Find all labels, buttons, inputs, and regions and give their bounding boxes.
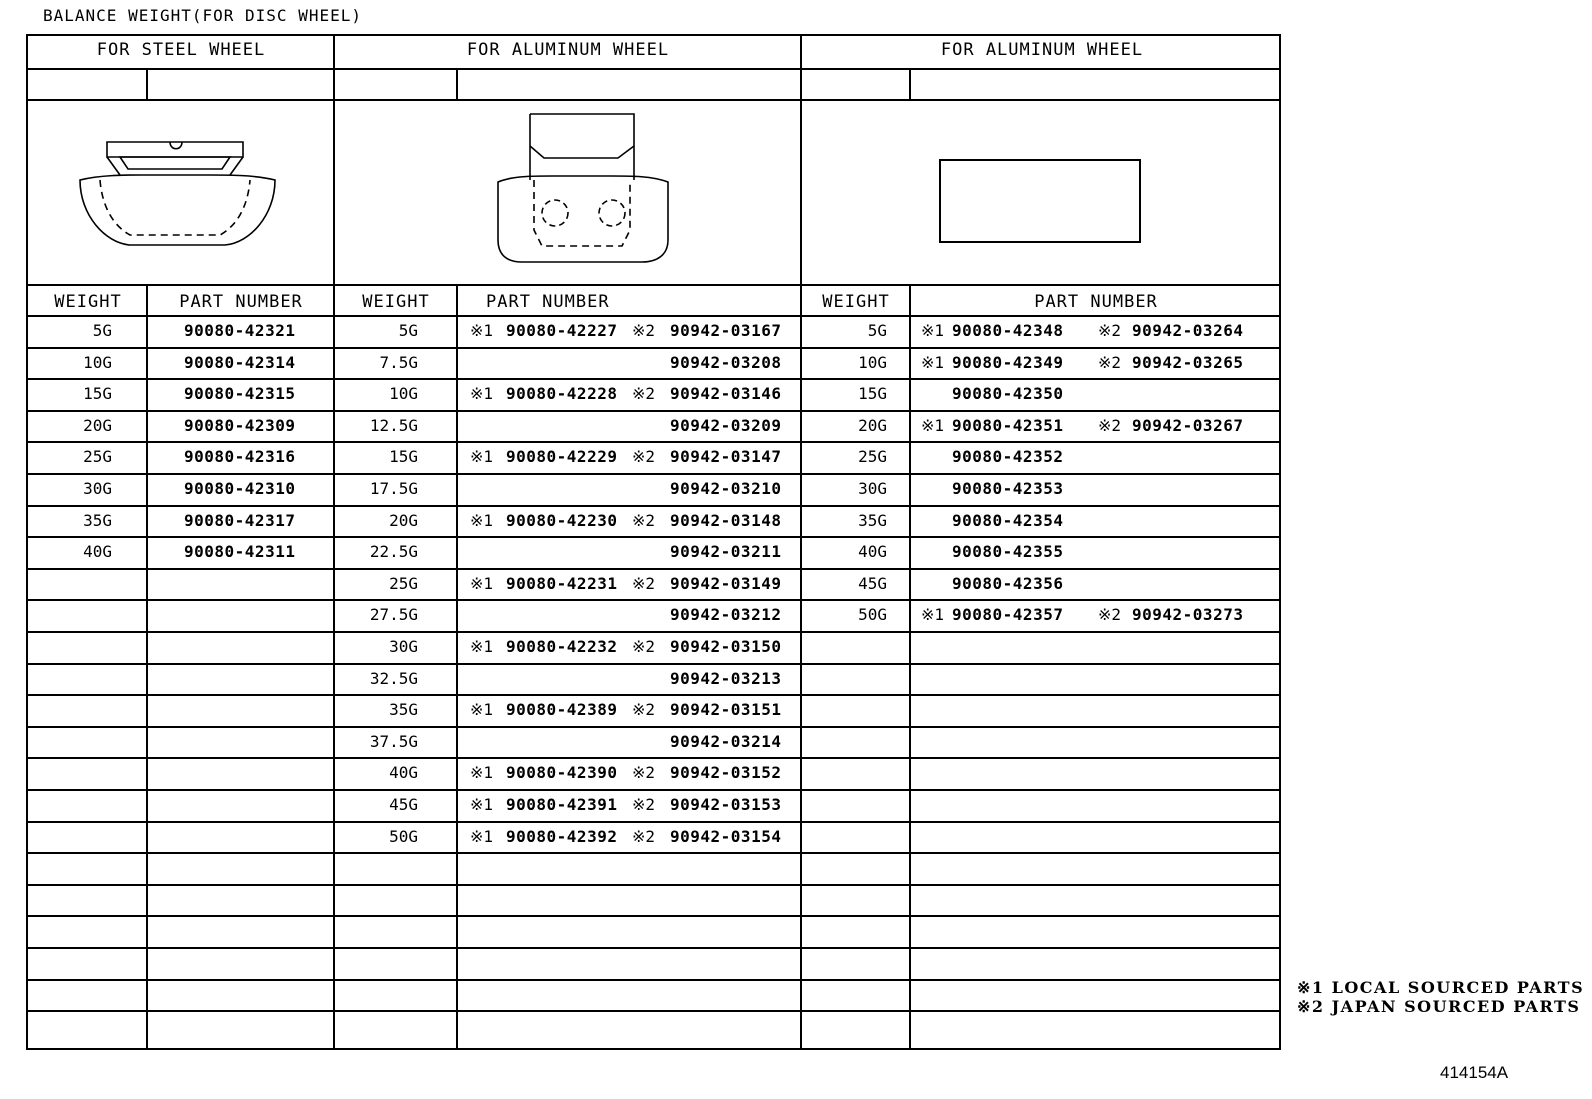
local-source-marker: ※1: [921, 605, 945, 625]
local-source-marker: ※1: [921, 352, 945, 372]
row-divider: [28, 915, 1279, 917]
local-source-marker: ※1: [470, 447, 494, 467]
row-divider: [28, 410, 1279, 412]
japan-source-marker: ※2: [632, 763, 656, 783]
column-divider: [909, 284, 911, 1048]
japan-sourced-note: ※2 JAPAN SOURCED PARTS: [1297, 997, 1581, 1016]
row-divider: [28, 99, 1279, 101]
japan-source-marker: ※2: [632, 637, 656, 656]
japan-source-marker: ※2: [1098, 321, 1122, 340]
row-divider: [28, 441, 1279, 443]
row-divider: [28, 599, 1279, 601]
alu2-weight-cell: 15G: [858, 384, 887, 404]
alu1-japan-part-number: 90942-03146: [670, 384, 782, 404]
row-divider: [28, 663, 1279, 665]
source-notes: [1297, 978, 1584, 1016]
alu2-local-part-number: 90080-42353: [952, 479, 1064, 498]
japan-source-marker: ※2: [632, 573, 656, 593]
alu1-weight-cell: 27.5G: [369, 605, 418, 625]
local-source-marker: ※1: [921, 321, 945, 340]
japan-source-marker: ※2: [632, 510, 656, 530]
alu1-local-part-number: 90080-42231: [506, 573, 618, 593]
column-divider: [146, 68, 148, 99]
steel-weight-cell: 5G: [92, 321, 112, 340]
japan-source-marker: ※2: [1098, 352, 1122, 372]
column-divider: [456, 284, 458, 1048]
japan-source-marker: ※2: [632, 447, 656, 467]
drawing-code: 414154A: [1440, 1063, 1509, 1082]
alu2-weight-cell: 5G: [867, 321, 887, 340]
alu1-japan-part-number: 90942-03151: [670, 700, 782, 720]
row-divider: [28, 284, 1279, 286]
alu1-weight-cell: 22.5G: [369, 542, 418, 562]
row-divider: [28, 378, 1279, 380]
alu1-japan-part-number: 90942-03214: [670, 731, 782, 751]
alu1-japan-part-number: 90942-03148: [670, 510, 782, 530]
steel-part-number-cell: 90080-42310: [184, 479, 296, 498]
steel-weight-col-header: WEIGHT: [54, 292, 122, 312]
alu1-weight-cell: 30G: [389, 637, 418, 656]
japan-source-marker: ※2: [632, 826, 656, 846]
aluminum-clip-weight-illustration: [492, 110, 672, 270]
alu1-japan-part-number: 90942-03167: [670, 321, 782, 340]
local-sourced-note: ※1 LOCAL SOURCED PARTS: [1297, 978, 1585, 997]
alu1-weight-cell: 50G: [389, 826, 418, 846]
alu1-weight-cell: 37.5G: [369, 731, 418, 751]
steel-weight-cell: 20G: [83, 415, 112, 435]
adhesive-weight-illustration: [938, 158, 1144, 246]
row-divider: [28, 789, 1279, 791]
row-divider: [28, 757, 1279, 759]
column-divider: [146, 284, 148, 1048]
japan-source-marker: ※2: [632, 795, 656, 814]
row-divider: [28, 473, 1279, 475]
alu1-japan-part-number: 90942-03149: [670, 573, 782, 593]
row-divider: [28, 947, 1279, 949]
row-divider: [28, 852, 1279, 854]
local-source-marker: ※1: [470, 384, 494, 404]
alu2-local-part-number: 90080-42351: [952, 415, 1064, 435]
alu1-local-part-number: 90080-42391: [506, 795, 618, 814]
row-divider: [28, 884, 1279, 886]
steel-wheel-header: FOR STEEL WHEEL: [96, 40, 266, 60]
local-source-marker: ※1: [470, 826, 494, 846]
local-source-marker: ※1: [921, 415, 945, 435]
alu1-weight-cell: 45G: [389, 795, 418, 814]
alu1-weight-cell: 7.5G: [379, 352, 418, 372]
alu1-japan-part-number: 90942-03212: [670, 605, 782, 625]
steel-clip-weight-illustration: [70, 135, 285, 250]
steel-weight-cell: 10G: [83, 352, 112, 372]
alu1-weight-cell: 10G: [389, 384, 418, 404]
steel-part-number-cell: 90080-42316: [184, 447, 296, 467]
steel-part-number-cell: 90080-42315: [184, 384, 296, 404]
alu1-weight-cell: 25G: [389, 573, 418, 593]
steel-part-col-header: PART NUMBER: [179, 292, 303, 312]
alu2-local-part-number: 90080-42350: [952, 384, 1064, 404]
alu1-weight-cell: 32.5G: [369, 668, 418, 688]
alu1-weight-col-header: WEIGHT: [362, 292, 430, 312]
row-divider: [28, 568, 1279, 570]
alu2-part-col-header: PART NUMBER: [1034, 292, 1158, 312]
alu1-weight-cell: 17.5G: [369, 479, 418, 498]
japan-source-marker: ※2: [632, 384, 656, 404]
steel-part-number-cell: 90080-42309: [184, 415, 296, 435]
alu2-weight-cell: 35G: [858, 510, 887, 530]
section-divider: [333, 36, 335, 1048]
japan-source-marker: ※2: [1098, 415, 1122, 435]
alu1-local-part-number: 90080-42229: [506, 447, 618, 467]
row-divider: [28, 694, 1279, 696]
alu1-local-part-number: 90080-42232: [506, 637, 618, 656]
alu2-weight-col-header: WEIGHT: [822, 292, 890, 312]
aluminum-wheel-header-2: FOR ALUMINUM WHEEL: [940, 40, 1144, 60]
alu1-weight-cell: 5G: [398, 321, 418, 340]
alu1-local-part-number: 90080-42227: [506, 321, 618, 340]
alu1-japan-part-number: 90942-03213: [670, 668, 782, 688]
alu2-japan-part-number: 90942-03264: [1132, 321, 1244, 340]
row-divider: [28, 536, 1279, 538]
alu1-japan-part-number: 90942-03208: [670, 352, 782, 372]
alu1-weight-cell: 15G: [389, 447, 418, 467]
alu1-weight-cell: 40G: [389, 763, 418, 783]
alu1-japan-part-number: 90942-03209: [670, 415, 782, 435]
steel-part-number-cell: 90080-42317: [184, 510, 296, 530]
alu1-local-part-number: 90080-42228: [506, 384, 618, 404]
local-source-marker: ※1: [470, 637, 494, 656]
steel-weight-cell: 40G: [83, 542, 112, 562]
alu2-local-part-number: 90080-42355: [952, 542, 1064, 562]
alu2-local-part-number: 90080-42352: [952, 447, 1064, 467]
row-divider: [28, 315, 1279, 317]
alu1-local-part-number: 90080-42392: [506, 826, 618, 846]
alu2-weight-cell: 10G: [858, 352, 887, 372]
alu2-weight-cell: 30G: [858, 479, 887, 498]
row-divider: [28, 821, 1279, 823]
row-divider: [28, 979, 1279, 981]
row-divider: [28, 68, 1279, 70]
alu2-weight-cell: 40G: [858, 542, 887, 562]
alu2-weight-cell: 45G: [858, 573, 887, 593]
row-divider: [28, 505, 1279, 507]
alu2-japan-part-number: 90942-03265: [1132, 352, 1244, 372]
steel-part-number-cell: 90080-42321: [184, 321, 296, 340]
row-divider: [28, 347, 1279, 349]
alu2-local-part-number: 90080-42349: [952, 352, 1064, 372]
local-source-marker: ※1: [470, 510, 494, 530]
column-divider: [909, 68, 911, 99]
alu1-japan-part-number: 90942-03147: [670, 447, 782, 467]
local-source-marker: ※1: [470, 321, 494, 340]
alu2-local-part-number: 90080-42348: [952, 321, 1064, 340]
row-divider: [28, 1010, 1279, 1012]
local-source-marker: ※1: [470, 795, 494, 814]
japan-source-marker: ※2: [632, 700, 656, 720]
alu2-weight-cell: 25G: [858, 447, 887, 467]
alu1-weight-cell: 12.5G: [369, 415, 418, 435]
alu1-local-part-number: 90080-42389: [506, 700, 618, 720]
alu2-local-part-number: 90080-42356: [952, 573, 1064, 593]
alu1-japan-part-number: 90942-03210: [670, 479, 782, 498]
alu1-japan-part-number: 90942-03211: [670, 542, 782, 562]
alu2-weight-cell: 50G: [858, 605, 887, 625]
steel-part-number-cell: 90080-42311: [184, 542, 296, 562]
alu1-part-col-header: PART NUMBER: [486, 292, 610, 312]
alu1-japan-part-number: 90942-03150: [670, 637, 782, 656]
alu1-weight-cell: 20G: [389, 510, 418, 530]
alu1-japan-part-number: 90942-03153: [670, 795, 782, 814]
aluminum-wheel-header-1: FOR ALUMINUM WHEEL: [466, 40, 670, 60]
local-source-marker: ※1: [470, 763, 494, 783]
alu2-weight-cell: 20G: [858, 415, 887, 435]
steel-weight-cell: 15G: [83, 384, 112, 404]
steel-weight-cell: 35G: [83, 510, 112, 530]
row-divider: [28, 726, 1279, 728]
alu1-japan-part-number: 90942-03152: [670, 763, 782, 783]
row-divider: [28, 631, 1279, 633]
page-title: BALANCE WEIGHT(FOR DISC WHEEL): [43, 6, 362, 25]
alu2-local-part-number: 90080-42357: [952, 605, 1064, 625]
steel-part-number-cell: 90080-42314: [184, 352, 296, 372]
local-source-marker: ※1: [470, 700, 494, 720]
steel-weight-cell: 25G: [83, 447, 112, 467]
alu1-local-part-number: 90080-42230: [506, 510, 618, 530]
alu2-local-part-number: 90080-42354: [952, 510, 1064, 530]
local-source-marker: ※1: [470, 573, 494, 593]
alu2-japan-part-number: 90942-03267: [1132, 415, 1244, 435]
alu2-japan-part-number: 90942-03273: [1132, 605, 1244, 625]
column-divider: [456, 68, 458, 99]
alu1-local-part-number: 90080-42390: [506, 763, 618, 783]
japan-source-marker: ※2: [1098, 605, 1122, 625]
section-divider: [800, 36, 802, 1048]
steel-weight-cell: 30G: [83, 479, 112, 498]
alu1-japan-part-number: 90942-03154: [670, 826, 782, 846]
japan-source-marker: ※2: [632, 321, 656, 340]
alu1-weight-cell: 35G: [389, 700, 418, 720]
